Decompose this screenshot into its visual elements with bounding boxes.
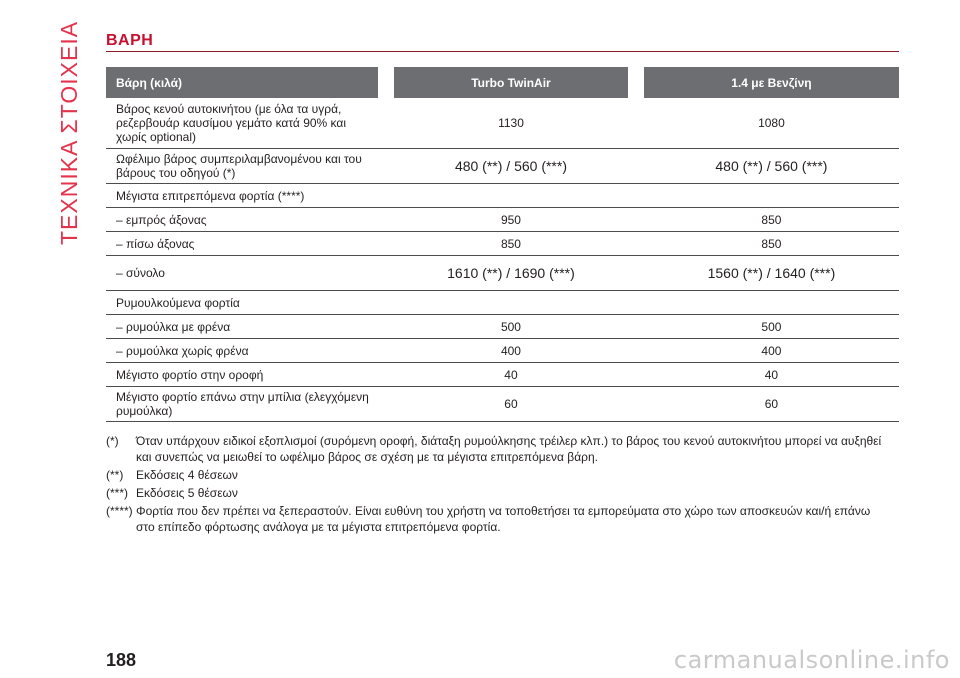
footnote: (***) Εκδόσεις 5 θέσεων [106,486,238,500]
table-row [106,232,899,256]
row-label: Βάρος κενού αυτοκινήτου (με όλα τα υγρά, ρεζερβουάρ καυσίμου γεμάτο κατά 90% και χωρίς optional) [106,98,378,149]
value-turbo-twinair: 1130 [394,98,629,149]
row-label: – ρυμούλκα με φρένα [106,315,378,339]
row-label: Μέγιστο φορτίο επάνω στην μπίλια (ελεγχόμενη ρυμούλκα) [106,387,378,422]
value-turbo-twinair [394,184,629,208]
footnote: (****) Φορτία που δεν πρέπει να ξεπεραστούν. Είναι ευθύνη του χρήστη να τοποθετήσει τα εμπορεύματα στο χώρο των αποσκευών και/ή επάνω στο επίπεδο φόρτωσης ανάλογα με τα μέγιστα επιτρεπόμενα φορτία. [106,504,871,534]
table-row [106,208,899,232]
value-turbo-twinair: 60 [394,387,629,422]
header-turbo-twinair: Turbo TwinAir [394,67,629,98]
row-label: Μέγιστα επιτρεπόμενα φορτία (****) [106,184,378,208]
table-row [106,363,899,387]
row-label: Μέγιστο φορτίο στην οροφή [106,363,378,387]
header-1-4-petrol: 1.4 με Βενζίνη [644,67,899,98]
footnote-mark: (**) [106,468,124,482]
table-row [106,98,899,149]
table-row [106,315,899,339]
value-turbo-twinair: 40 [394,363,629,387]
footnote: (*) Όταν υπάρχουν ειδικοί εξοπλισμοί (συρόμενη οροφή, διάταξη ρυμούλκησης τρέιλερ κλπ.) το βάρος του κενού αυτοκινήτου μπορεί να αυξηθεί και συνεπώς να μειωθεί το ωφέλιμο βάρος σε σχέση με τα μέγιστα επιτρεπόμενα βάρη. [106,434,882,464]
value-turbo-twinair: 850 [394,232,629,256]
table-header-row [106,67,899,98]
table-row [106,149,899,184]
row-label: Ρυμουλκούμενα φορτία [106,291,378,315]
row-label: – πίσω άξονας [106,232,378,256]
value-1-4-petrol: 1560 (**) / 1640 (***) [644,256,899,291]
table-row [106,256,899,291]
footnotes [106,433,906,537]
value-1-4-petrol: 400 [644,339,899,363]
value-turbo-twinair: 500 [394,315,629,339]
footnote-mark: (*) [106,434,119,448]
section-divider [106,51,899,52]
table-row [106,339,899,363]
row-label: – σύνολο [106,256,378,291]
section-title: ΒΑΡΗ [106,32,154,49]
value-turbo-twinair: 480 (**) / 560 (***) [394,149,629,184]
value-turbo-twinair: 950 [394,208,629,232]
table-row [106,184,899,208]
footnote-mark: (***) [106,486,129,500]
value-1-4-petrol: 850 [644,232,899,256]
table-row [106,291,899,315]
row-label: – εμπρός άξονας [106,208,378,232]
value-1-4-petrol [644,184,899,208]
value-1-4-petrol: 40 [644,363,899,387]
header-weights-kg: Βάρη (κιλά) [106,67,378,98]
value-turbo-twinair [394,291,629,315]
table-row [106,387,899,422]
value-turbo-twinair: 400 [394,339,629,363]
value-1-4-petrol: 850 [644,208,899,232]
row-label: Ωφέλιμο βάρος συμπεριλαμβανομένου και του βάρους του οδηγού (*) [106,149,378,184]
weights-table [106,67,899,422]
value-1-4-petrol [644,291,899,315]
value-turbo-twinair: 1610 (**) / 1690 (***) [394,256,629,291]
page-number: 188 [106,650,137,670]
value-1-4-petrol: 1080 [644,98,899,149]
value-1-4-petrol: 60 [644,387,899,422]
watermark: carmanualsonline.info [673,646,950,674]
value-1-4-petrol: 480 (**) / 560 (***) [644,149,899,184]
value-1-4-petrol: 500 [644,315,899,339]
side-section-label: ΤΕΧΝΙΚΑ ΣΤΟΙΧΕΙΑ [56,20,82,245]
footnote-mark: (****) [106,504,133,518]
footnote: (**) Εκδόσεις 4 θέσεων [106,468,238,482]
row-label: – ρυμούλκα χωρίς φρένα [106,339,378,363]
